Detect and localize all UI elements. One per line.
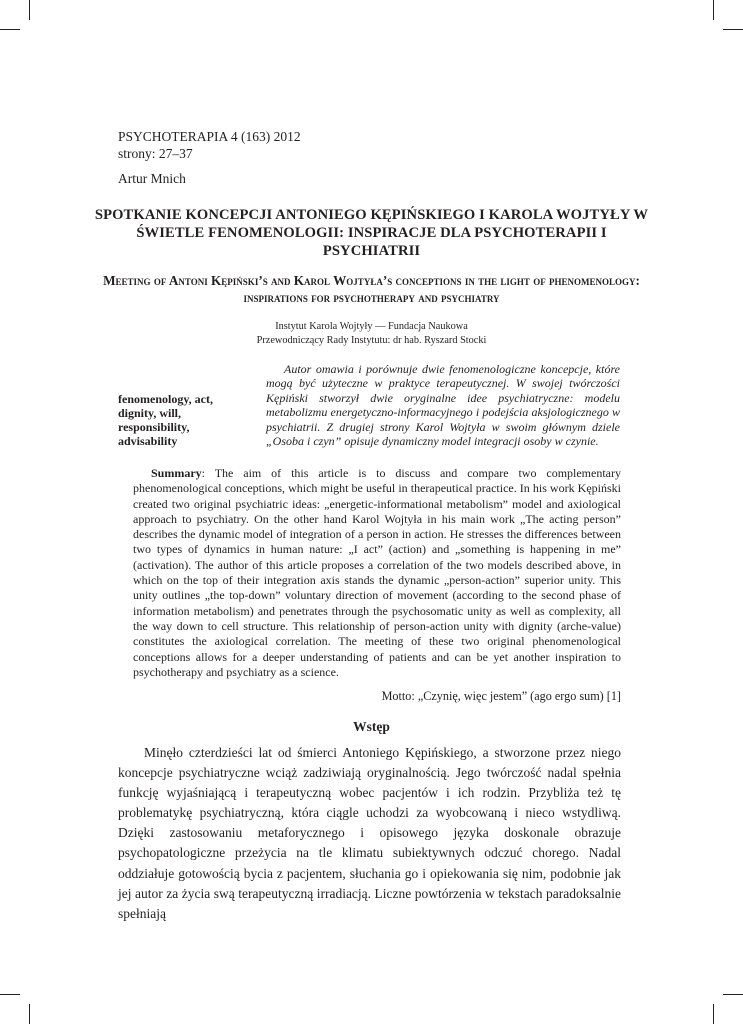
crop-mark-top-right-vertical [713,0,714,20]
section-heading: Wstęp [353,719,390,734]
summary-label: Summary [151,466,202,480]
crop-mark-bottom-left-horizontal [0,994,20,995]
crop-mark-top-left-horizontal [0,29,20,30]
author-name: Artur Mnich [118,171,186,186]
journal-info: PSYCHOTERAPIA 4 (163) 2012 [118,129,301,144]
body-paragraph: Minęło czterdzieści lat od śmierci Antoniego Kępińskiego, a stworzone przez niego koncepcje psychiatryczne wciąż zadziwiają oryginalnością. Jego twórczość nadal spełnia funkcję wyjaśniającą i terapeutyczną wobec pacjentów i ich rodzin. Przybliża też tę problematykę psychiatryczną, która ciągle uchodzi za wyobcowaną i nieco wstydliwą. Dzięki zastosowaniu metaforycznego i opisowego języka doskonale obrazuje psychopatologiczne przeżycia na tle klimatu subiektywnych odczuć chorego. Nadal oddziałuje gotowością bycia z pacjentem, słuchania go i opiekowania się nim, podobnie jak jej autor za życia swą terapeutyczną irradiacją. Liczne powtórzenia w tekstach paradoksalnie spełniają [118,745,621,921]
title-english: Meeting of Antoni Kępiński’s and Karol Wojtyła’s conceptions in the light of phenomenology: inspirations for psychotherapy and psychiatry [103,273,640,305]
crop-mark-bottom-left-vertical [29,1004,30,1024]
abstract-polish: Autor omawia i porównuje dwie fenomenologiczne koncepcje, które mogą być użyteczne w praktyce terapeutycznej. W swojej twórczości Kępiński stworzył dwie oryginalne idee psychiatryczne: modelu metabolizmu energetyczno-informacyjnego i podejścia aksjologicznego w psychiatrii. Z drugiej strony Karol Wojtyła w swoim głównym dziele „Osoba i czyn” opisuje dynamiczny model integracji osoby w czynie. [266,362,620,449]
motto: Motto: „Czynię, więc jestem” (ago ergo sum) [1] [381,689,621,703]
crop-mark-top-right-horizontal [723,29,743,30]
title-polish: SPOTKANIE KONCEPCJI ANTONIEGO KĘPIŃSKIEGO I KAROLA WOJTYŁY W ŚWIETLE FENOMENOLOGII: INSPIRACJE DLA PSYCHOTERAPII I PSYCHIATRII [94,207,649,259]
crop-mark-bottom-right-horizontal [723,994,743,995]
summary-paragraph [133,466,621,680]
summary-text: : The aim of this article is to discuss and compare two complementary phenomenological conceptions, which might be useful in therapeutical practice. In his work Kępiński created two original psychiatric ideas: „energetic-informational metabolism” model and axiological approach to psychiatry. On the other hand Karol Wojtyła in his main work „The acting person” describes the dynamic model of integration of a person in action. He stresses the differences between two types of dynamics in human nature: „I act” (action) and „something is happening in me” (activation). The author of this article proposes a correlation of the two models described above, in which on the top of their integration axis stands the dynamic „person-action” superior unity. This unity outlines „the top-down” voluntary direction of movement (according to the second phase of information metabolism) and penetrates through the psychosomatic unity as well as complexity, all the way down to cell structure. This relationship of person-action unity with dignity (arche-value) constitutes the axiological correlation. The meeting of these two original phenomenological conceptions allows for a deeper understanding of patients and can be yet another inspiration to psychotherapy and psychiatry as a science. [133,466,621,679]
keywords: fenomenology, act, dignity, will, responsibility, advisability [118,392,213,448]
affiliation-chair: Przewodniczący Rady Instytutu: dr hab. Ryszard Stocki [256,335,487,346]
affiliation-institute: Instytut Karola Wojtyły — Fundacja Naukowa [275,321,468,332]
page-range: strony: 27–37 [118,146,193,161]
crop-mark-bottom-right-vertical [713,1004,714,1024]
crop-mark-top-left-vertical [29,0,30,20]
